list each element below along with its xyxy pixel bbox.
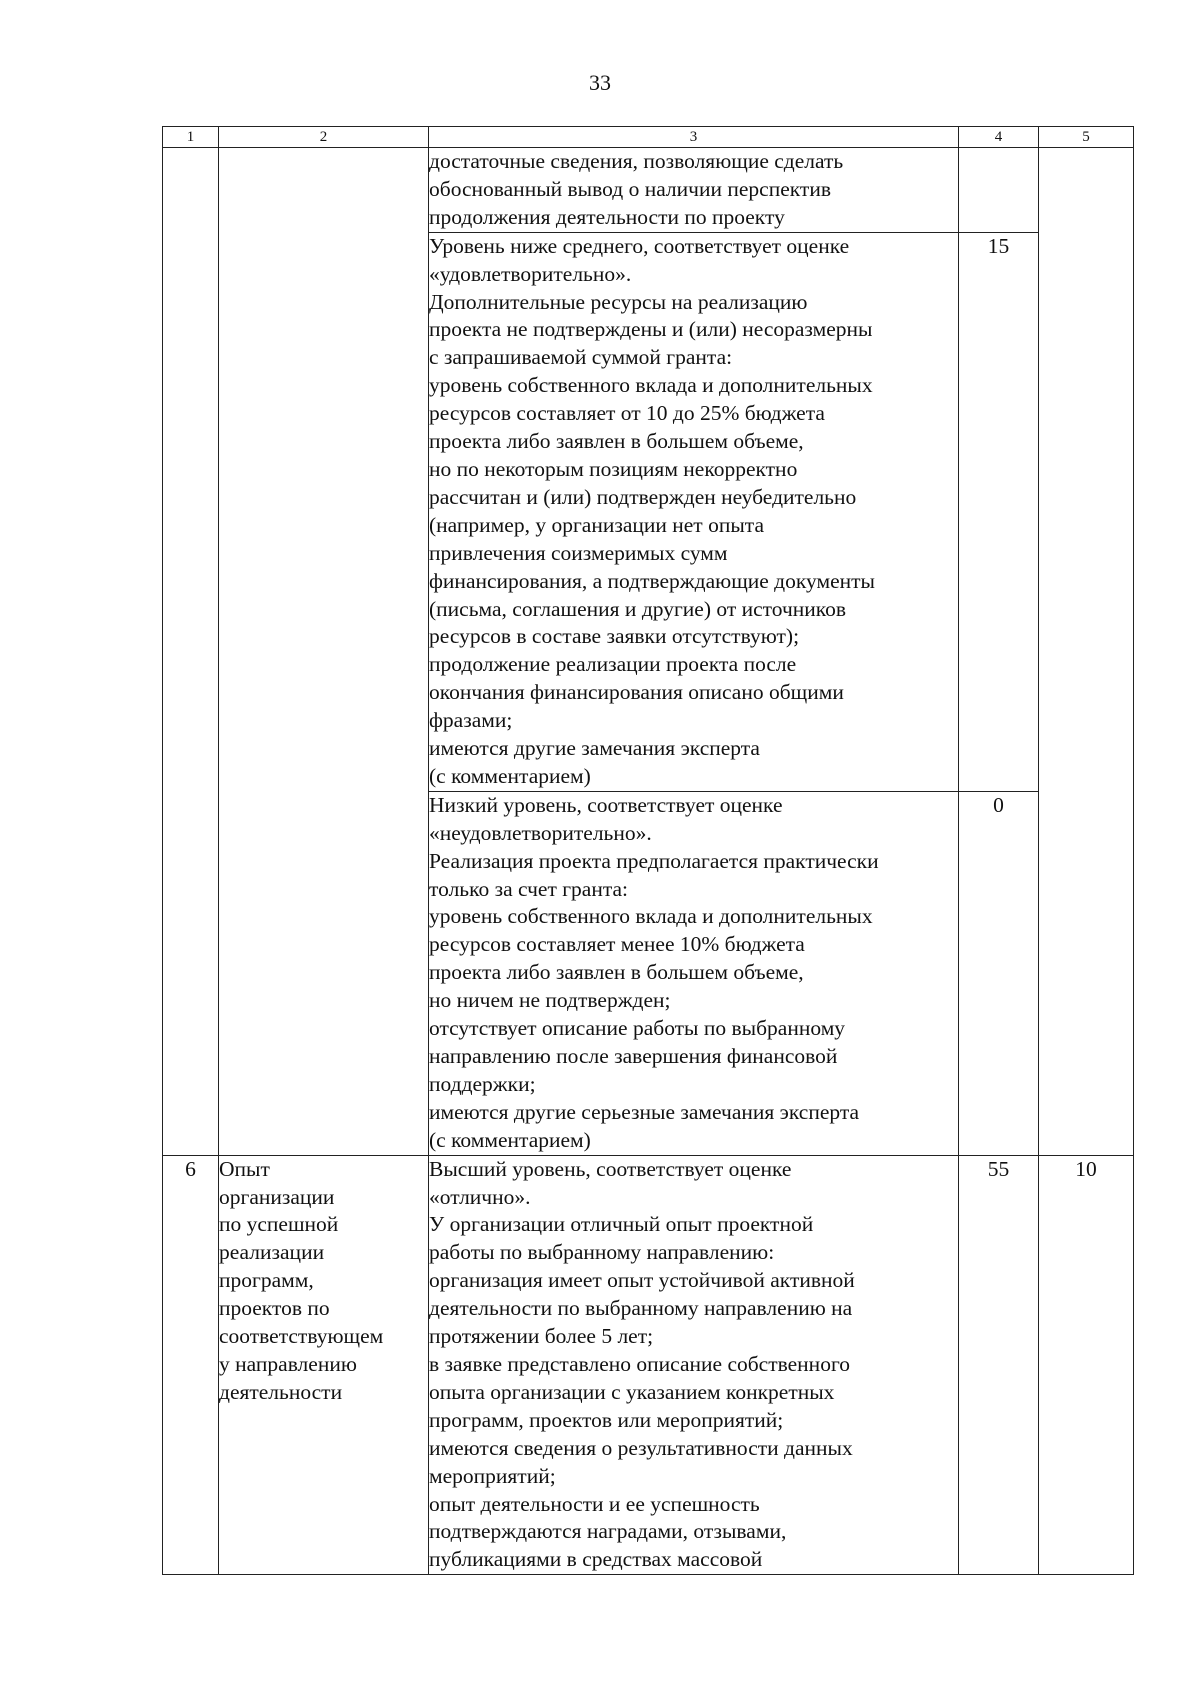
text-line: с запрашиваемой суммой гранта: (429, 345, 733, 370)
criteria-table (162, 126, 1134, 1575)
text-line: ресурсов составляет менее 10% бюджета (429, 932, 805, 957)
text-line: Дополнительные ресурсы на реализацию (429, 289, 808, 314)
criterion-line: по успешной (219, 1212, 339, 1237)
criterion-line: деятельности (219, 1379, 343, 1404)
text-line: ресурсов в составе заявки отсутствуют); (429, 624, 800, 649)
text-line: деятельности по выбранному направлению на (429, 1296, 853, 1321)
text-line: подтверждаются наградами, отзывами, (429, 1519, 787, 1544)
text-line: организация имеет опыт устойчивой активной (429, 1268, 855, 1293)
text-line: уровень собственного вклада и дополнительных (429, 904, 873, 929)
text-line: опыт деятельности и ее успешность (429, 1491, 760, 1516)
text-line: «неудовлетворительно». (429, 820, 652, 845)
header-cell-1: 1 (163, 127, 219, 148)
table-row-6 (163, 1155, 1134, 1575)
text-line: опыта организации с указанием конкретных (429, 1379, 835, 1404)
text-line: продолжения деятельности по проекту (429, 204, 785, 229)
description-cell-continuation (429, 148, 959, 233)
text-line: публикациями в средствах массовой (429, 1547, 763, 1572)
text-line: но по некоторым позициям некорректно (429, 456, 798, 481)
text-line: Высший уровень, соответствует оценке (429, 1156, 792, 1181)
text-line: рассчитан и (или) подтвержден неубедительно (429, 484, 857, 509)
header-cell-5: 5 (1039, 127, 1134, 148)
text-line: ресурсов составляет от 10 до 25% бюджета (429, 401, 825, 426)
criterion-line: программ, (219, 1268, 314, 1293)
text-line: финансирования, а подтверждающие документы (429, 568, 875, 593)
header-cell-4: 4 (959, 127, 1039, 148)
score-cell-6: 55 (959, 1155, 1039, 1575)
header-cell-2: 2 (219, 127, 429, 148)
page-number: 33 (589, 70, 611, 95)
text-line: но ничем не подтвержден; (429, 988, 671, 1013)
description-cell-6 (429, 1155, 959, 1575)
criterion-line: соответствующем (219, 1324, 384, 1349)
text-line: мероприятий; (429, 1463, 556, 1488)
criterion-line: у направлению (219, 1351, 357, 1376)
text-line: (например, у организации нет опыта (429, 512, 764, 537)
text-line: протяжении более 5 лет; (429, 1324, 654, 1349)
description-cell-below-average (429, 232, 959, 791)
text-line: окончания финансирования описано общими (429, 680, 844, 705)
text-line: проекта не подтверждены и (или) несоразмерны (429, 317, 873, 342)
weight-cell-6: 10 (1039, 1155, 1134, 1575)
text-line: уровень собственного вклада и дополнительных (429, 373, 873, 398)
header-row (163, 127, 1134, 148)
text-line: У организации отличный опыт проектной (429, 1212, 814, 1237)
text-line: работы по выбранному направлению: (429, 1240, 775, 1265)
description-cell-low (429, 791, 959, 1155)
text-line: продолжение реализации проекта после (429, 652, 797, 677)
text-line: «удовлетворительно». (429, 261, 632, 286)
text-line: направлению после завершения финансовой (429, 1044, 838, 1068)
text-line: проекта либо заявлен в большем объеме, (429, 429, 804, 454)
table-row-continuation (163, 148, 1134, 233)
text-line: Реализация проекта предполагается практически (429, 848, 879, 873)
text-line: (письма, соглашения и другие) от источников (429, 596, 847, 621)
criterion-cell-6 (219, 1155, 429, 1575)
score-cell-empty (959, 148, 1039, 233)
score-cell-low: 0 (959, 791, 1039, 1155)
criterion-cell-empty (219, 148, 429, 1156)
text-line: фразами; (429, 708, 513, 733)
criterion-line: реализации (219, 1240, 325, 1265)
text-line: Уровень ниже среднего, соответствует оценке (429, 233, 850, 258)
text-line: достаточные сведения, позволяющие сделать (429, 149, 844, 173)
text-line: имеются другие серьезные замечания эксперта (429, 1099, 860, 1124)
text-line: (с комментарием) (429, 1127, 591, 1152)
text-line: (с комментарием) (429, 763, 591, 788)
text-line: имеются другие замечания эксперта (429, 736, 760, 761)
header-cell-3: 3 (429, 127, 959, 148)
text-line: в заявке представлено описание собственного (429, 1351, 850, 1376)
text-line: проекта либо заявлен в большем объеме, (429, 960, 804, 985)
text-line: поддержки; (429, 1071, 536, 1096)
text-line: только за счет гранта: (429, 876, 629, 901)
criterion-line: организации (219, 1184, 335, 1209)
index-cell-6: 6 (163, 1155, 219, 1575)
weight-cell-empty (1039, 148, 1134, 1156)
text-line: «отлично». (429, 1184, 531, 1209)
criterion-line: Опыт (219, 1156, 270, 1181)
text-line: привлечения соизмеримых сумм (429, 540, 728, 565)
text-line: программ, проектов или мероприятий; (429, 1407, 784, 1432)
criterion-line: проектов по (219, 1296, 330, 1321)
text-line: имеются сведения о результативности данных (429, 1435, 853, 1460)
text-line: Низкий уровень, соответствует оценке (429, 792, 783, 817)
index-cell-empty (163, 148, 219, 1156)
text-line: отсутствует описание работы по выбранному (429, 1016, 846, 1041)
score-cell-below-average: 15 (959, 232, 1039, 791)
text-line: обоснованный вывод о наличии перспектив (429, 176, 831, 201)
